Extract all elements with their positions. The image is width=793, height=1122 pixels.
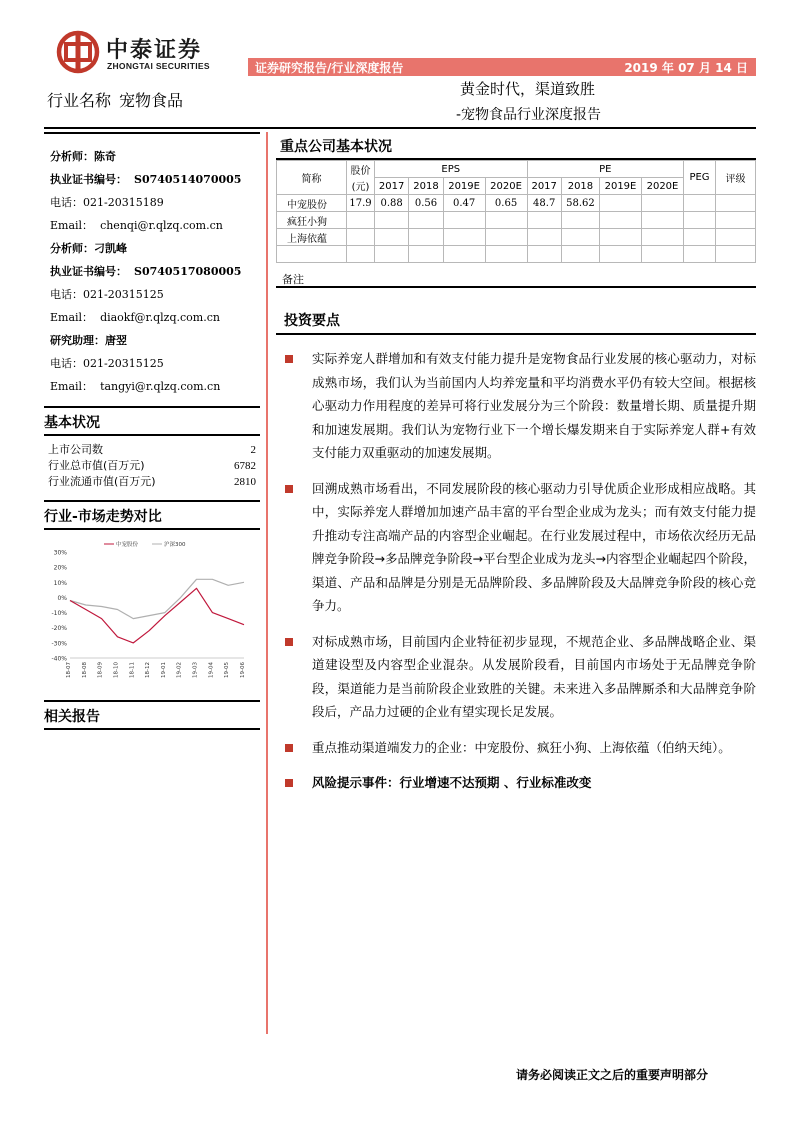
investment-point: 重点推动渠道端发力的企业：中宠股份、疯狂小狗、上海依蕴（伯纳天纯）。 — [276, 736, 756, 760]
x-tick-label: 18-10 — [113, 662, 120, 678]
report-title: 黄金时代，渠道致胜 — [460, 80, 596, 98]
analyst-name: 分析师：刁凯峰 — [50, 242, 127, 255]
col-eps: EPS — [375, 161, 528, 178]
assistant-phone: 电话：021-20315125 — [50, 357, 164, 370]
analyst-name: 分析师：陈奇 — [50, 150, 116, 163]
x-tick-label: 19-05 — [224, 662, 231, 678]
header-divider — [44, 127, 756, 129]
table-header-row — [277, 161, 756, 178]
col-year: 2017 — [527, 178, 561, 195]
series-line — [70, 579, 244, 618]
bullet-square-icon — [285, 779, 293, 787]
assistant-name: 研究助理：唐翌 — [50, 334, 127, 347]
column-divider — [266, 132, 268, 1034]
y-tick-label: 10% — [53, 579, 67, 587]
x-tick-label: 19-04 — [208, 662, 215, 678]
analyst-email[interactable]: Email： chenqi@r.qlzq.com.cn — [50, 219, 223, 232]
analyst-phone: 电话：021-20315125 — [50, 288, 164, 301]
risk-warning: 风险提示事件：行业增速不达预期 、行业标准改变 — [276, 771, 756, 795]
y-tick-label: -40% — [51, 655, 67, 663]
y-tick-label: -20% — [51, 625, 67, 633]
main-content — [276, 132, 756, 795]
table-row: 中宠股份 17.9 0.88 0.56 0.47 0.65 48.7 58.62 — [277, 195, 756, 212]
report-date: 2019 年 07 月 14 日 — [624, 61, 748, 75]
trend-chart — [44, 536, 254, 686]
industry-value: 宠物食品 — [119, 91, 184, 110]
y-tick-label: 30% — [53, 549, 67, 557]
analyst-cert: 执业证书编号： S0740517080005 — [50, 265, 242, 278]
col-name: 简称 — [277, 161, 347, 195]
section-rule — [44, 500, 260, 502]
col-year: 2019E — [443, 178, 485, 195]
legend-label: 中宠股份 — [116, 542, 139, 548]
basic-status-table — [44, 442, 260, 490]
x-tick-label: 19-02 — [176, 662, 183, 678]
col-rating: 评级 — [716, 161, 756, 195]
section-rule — [44, 700, 260, 702]
analyst-block — [44, 145, 260, 398]
col-year: 2018 — [409, 178, 443, 195]
report-type: 证券研究报告/行业深度报告 — [255, 61, 404, 75]
bullet-square-icon — [285, 744, 293, 752]
trend-title: 行业-市场走势对比 — [44, 506, 260, 530]
y-tick-label: -10% — [51, 610, 67, 618]
bullet-square-icon — [285, 485, 293, 493]
col-year: 2017 — [375, 178, 409, 195]
bullet-square-icon — [285, 355, 293, 363]
legend-label: 沪深300 — [164, 542, 186, 548]
bullet-square-icon — [285, 638, 293, 646]
company-logo — [56, 30, 216, 80]
col-price: 股价 — [347, 161, 375, 178]
analyst-phone: 电话：021-20315189 — [50, 196, 164, 209]
related-reports-title: 相关报告 — [44, 706, 260, 730]
disclaimer-note: 请务必阅读正文之后的重要声明部分 — [516, 1068, 709, 1082]
stat-row: 行业流通市值(百万元) 2810 — [48, 475, 256, 488]
col-year: 2019E — [600, 178, 642, 195]
trend-chart-svg — [44, 536, 254, 686]
y-tick-label: -30% — [51, 640, 67, 648]
stat-row: 行业总市值(百万元) 6782 — [48, 459, 256, 472]
investment-points-title: 投资要点 — [276, 310, 756, 335]
basic-status-title: 基本状况 — [44, 412, 260, 436]
industry-label: 行业名称 — [47, 91, 112, 110]
x-tick-label: 18-12 — [145, 662, 152, 678]
table-note: 备注 — [276, 263, 756, 288]
table-row: 疯狂小狗 — [277, 212, 756, 229]
section-rule — [44, 406, 260, 408]
table-row: 上海依蕴 — [277, 229, 756, 246]
table-row-empty — [277, 246, 756, 263]
investment-point: 回溯成熟市场看出，不同发展阶段的核心驱动力引导优质企业形成相应战略。其中，实际养宠人群增加加速产品丰富的平台型企业成为龙头；而有效支付能力提升推动专注高端产品的内容型企业崛起。在行业发展过程中，市场依次经历无品牌竞争阶段→多品牌竞争阶段→平台型企业成为龙头→内容型企业崛起四个阶段，渠道、产品和品牌是分别是无品牌阶段、多品牌阶段及大品牌竞争阶段的核心竞争力。 — [276, 477, 756, 618]
series-line — [70, 588, 244, 643]
x-tick-label: 18-08 — [81, 662, 88, 678]
zhongtai-logo-icon — [56, 30, 100, 74]
x-tick-label: 18-09 — [97, 662, 104, 678]
x-tick-label: 18-07 — [66, 662, 72, 678]
col-pe: PE — [527, 161, 683, 178]
sidebar-top-rule — [44, 132, 260, 134]
x-tick-label: 19-03 — [192, 662, 199, 678]
col-year: 2018 — [561, 178, 599, 195]
left-sidebar — [44, 140, 260, 736]
analyst-email[interactable]: Email： diaokf@r.qlzq.com.cn — [50, 311, 220, 324]
col-price-unit: (元) — [347, 178, 375, 195]
stat-row: 上市公司数 2 — [48, 443, 256, 456]
y-tick-label: 0% — [57, 594, 67, 602]
industry-name — [47, 88, 191, 111]
analyst-cert: 执业证书编号： S0740514070005 — [50, 173, 242, 186]
investment-point: 实际养宠人群增加和有效支付能力提升是宠物食品行业发展的核心驱动力，对标成熟市场，我们认为当前国内人均养宠量和平均消费水平仍有较大空间。根据核心驱动力作用程度的差异可将行业发展分为三个阶段：数量增长期、质量提升期和加速发展期。我们认为宠物行业下一个增长爆发期来自于实际养宠人群+有效支付能力双重驱动的加速发展期。 — [276, 347, 756, 465]
report-subtitle: -宠物食品行业深度报告 — [456, 107, 602, 123]
logo-name-cn: 中泰证券 — [106, 38, 203, 63]
assistant-email[interactable]: Email： tangyi@r.qlzq.com.cn — [50, 380, 221, 393]
x-tick-label: 19-01 — [160, 662, 167, 678]
x-tick-label: 19-06 — [240, 662, 246, 678]
y-tick-label: 20% — [53, 564, 67, 572]
col-peg: PEG — [684, 161, 716, 195]
investment-point: 对标成熟市场，目前国内企业特征初步显现，不规范企业、多品牌战略企业、渠道建设型及内容型企业混杂。从发展阶段看，目前国内市场处于无品牌竞争阶段，渠道能力是当前阶段企业致胜的关键。未来进入多品牌厮杀和大品牌竞争阶段后，产品力过硬的企业有望实现长足发展。 — [276, 630, 756, 724]
companies-title: 重点公司基本状况 — [276, 132, 756, 160]
col-year: 2020E — [485, 178, 527, 195]
companies-table — [276, 160, 756, 263]
logo-name-en: ZHONGTAI SECURITIES — [107, 61, 210, 71]
col-year: 2020E — [641, 178, 683, 195]
x-tick-label: 18-11 — [129, 662, 136, 678]
report-header-bar — [248, 58, 756, 76]
